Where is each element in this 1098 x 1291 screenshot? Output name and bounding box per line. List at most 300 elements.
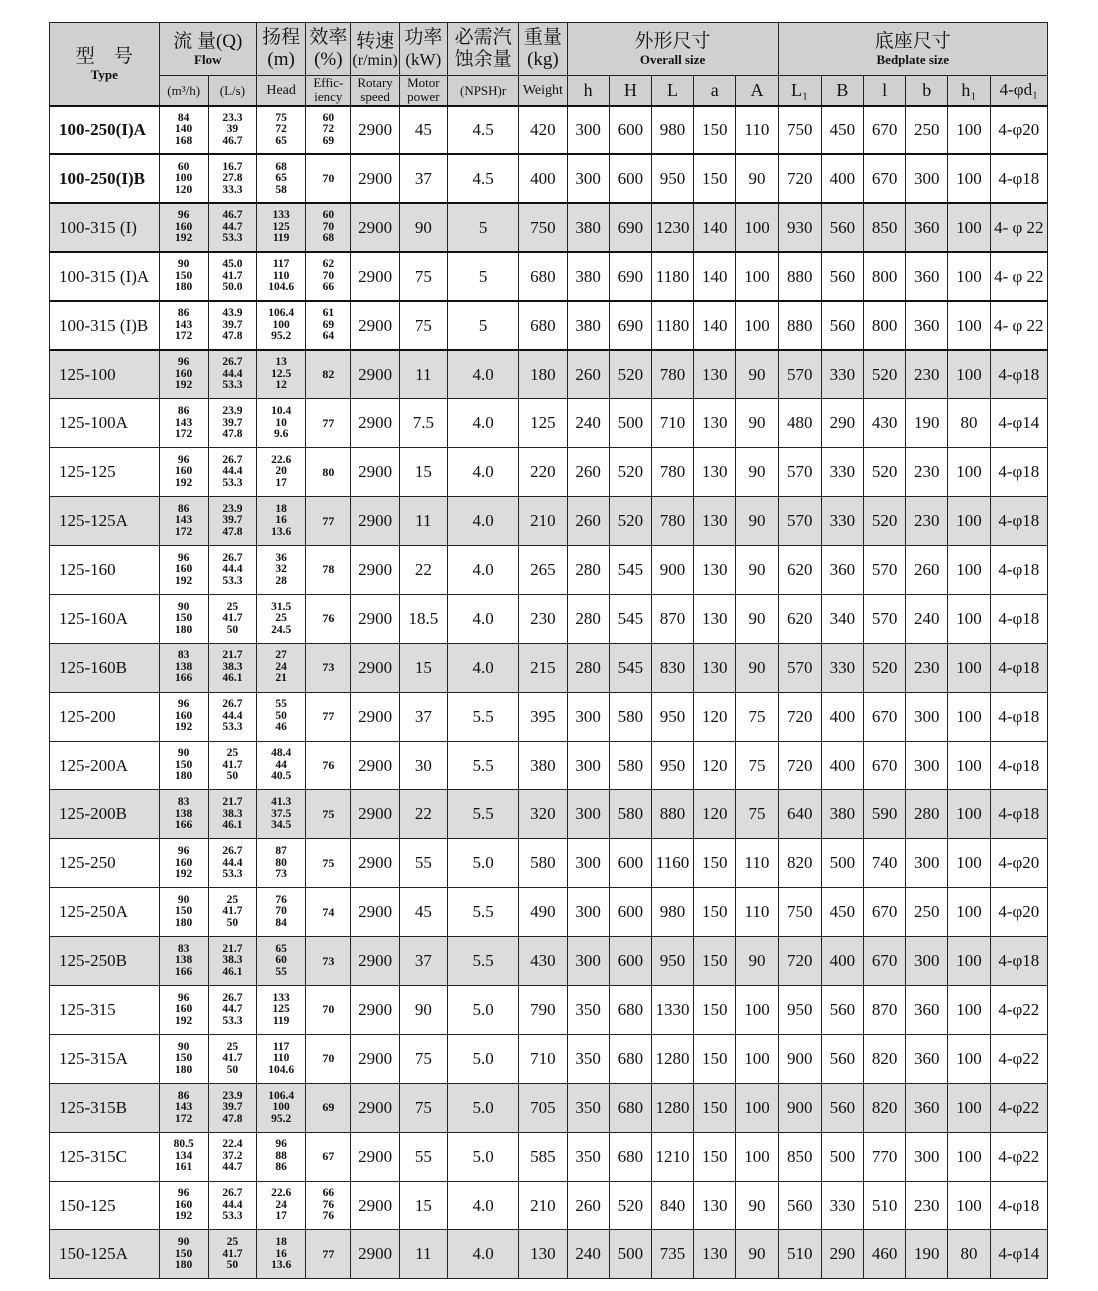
cell-overall-L: 1180: [651, 252, 693, 301]
cell-flow-m3h: [159, 790, 208, 839]
cell-efficiency: [306, 154, 351, 203]
cell-head-value: 73: [275, 868, 287, 881]
cell-overall-h: 300: [567, 839, 609, 888]
cell-efficiency: [306, 1230, 351, 1279]
cell-overall-H-upper: 600: [609, 888, 651, 937]
cell-overall-a: 140: [694, 203, 736, 252]
cell-weight: 230: [519, 594, 567, 643]
cell-flow-m3h-value: 172: [175, 525, 193, 538]
cell-flow-ls-value: 50: [226, 623, 239, 636]
cell-bed-B: 560: [821, 1034, 863, 1083]
cell-weight: 585: [519, 1132, 567, 1181]
cell-bed-d1: 4-φ18: [990, 350, 1047, 399]
cell-bed-d1: 4-φ14: [990, 1230, 1047, 1279]
cell-flow-ls: [208, 448, 256, 497]
cell-flow-m3h-value: 80.5: [173, 1138, 194, 1151]
table-row: [50, 350, 1048, 399]
cell-power: 37: [399, 692, 447, 741]
cell-overall-H-upper: 690: [609, 203, 651, 252]
cell-overall-h: 260: [567, 350, 609, 399]
cell-efficiency: [306, 643, 351, 692]
cell-flow-m3h-value: 120: [175, 183, 193, 196]
cell-bed-l: 740: [864, 839, 906, 888]
cell-bed-d1: 4- φ 22: [990, 203, 1047, 252]
cell-bed-b: 360: [906, 203, 948, 252]
cell-power: 18.5: [399, 594, 447, 643]
cell-type: 125-315A: [50, 1034, 160, 1083]
cell-flow-ls: [208, 1034, 256, 1083]
cell-overall-L: 950: [651, 154, 693, 203]
cell-bed-h1: 100: [948, 937, 990, 986]
cell-bed-b: 230: [906, 350, 948, 399]
cell-head: [257, 350, 306, 399]
cell-bed-l: 670: [864, 741, 906, 790]
cell-flow-m3h-value: 160: [175, 1198, 193, 1211]
cell-head-value: 40.5: [271, 770, 292, 783]
cell-overall-A-upper: 90: [736, 594, 778, 643]
cell-flow-ls-value: 41.7: [222, 1247, 243, 1260]
cell-head-value: 46: [275, 721, 287, 734]
cell-head-value: 117: [272, 258, 290, 271]
cell-efficiency-value: 70: [322, 1002, 335, 1017]
cell-efficiency: [306, 888, 351, 937]
cell-flow-m3h-value: 150: [175, 758, 193, 771]
cell-head-value: 34.5: [271, 819, 292, 832]
cell-overall-h: 350: [567, 1034, 609, 1083]
cell-overall-L: 710: [651, 399, 693, 448]
cell-efficiency: [306, 350, 351, 399]
cell-bed-b: 230: [906, 448, 948, 497]
cell-head-value: 10: [275, 416, 287, 429]
cell-bed-d1: 4-φ18: [990, 1181, 1047, 1230]
cell-overall-L: 1330: [651, 986, 693, 1035]
cell-head-value: 27: [275, 649, 287, 662]
cell-head-value: 36: [275, 551, 287, 564]
cell-overall-a: 140: [694, 301, 736, 350]
cell-head-value: 72: [275, 123, 287, 136]
cell-overall-h: 300: [567, 937, 609, 986]
cell-bed-b: 250: [906, 888, 948, 937]
cell-flow-ls-value: 53.3: [222, 232, 243, 245]
cell-efficiency: [306, 1083, 351, 1132]
cell-bed-b: 240: [906, 594, 948, 643]
cell-efficiency: [306, 1034, 351, 1083]
header-weight: 重量 (kg): [519, 23, 567, 76]
header-speed-en: Rotary speed: [351, 76, 399, 106]
cell-overall-A-upper: 90: [736, 1230, 778, 1279]
cell-overall-h: 380: [567, 203, 609, 252]
cell-weight: 750: [519, 203, 567, 252]
table-row: [50, 497, 1048, 546]
header-bed-l: l: [864, 76, 906, 106]
cell-speed: 2900: [351, 594, 399, 643]
cell-flow-ls-value: 50.0: [222, 281, 243, 294]
cell-overall-L: 900: [651, 546, 693, 595]
cell-efficiency-value: 61: [322, 307, 335, 320]
cell-bed-b: 230: [906, 497, 948, 546]
cell-flow-m3h-value: 83: [177, 796, 190, 809]
cell-bed-l: 520: [864, 497, 906, 546]
cell-bed-l: 590: [864, 790, 906, 839]
table-row: [50, 448, 1048, 497]
cell-npsh: 5.5: [447, 692, 518, 741]
cell-flow-m3h-value: 172: [175, 428, 193, 441]
cell-efficiency-value: 76: [322, 1198, 335, 1211]
cell-efficiency-value: 75: [322, 806, 335, 821]
cell-flow-m3h-value: 150: [175, 1247, 193, 1260]
cell-bed-B: 560: [821, 252, 863, 301]
cell-flow-ls: [208, 741, 256, 790]
cell-efficiency: [306, 594, 351, 643]
cell-flow-m3h: [159, 252, 208, 301]
cell-efficiency-value: 69: [322, 318, 335, 331]
cell-bed-L1: 570: [778, 350, 821, 399]
cell-overall-A-upper: 90: [736, 643, 778, 692]
cell-flow-ls-value: 45.0: [222, 258, 243, 271]
cell-bed-b: 300: [906, 839, 948, 888]
cell-bed-B: 450: [821, 888, 863, 937]
cell-head: [257, 252, 306, 301]
cell-head-value: 58: [275, 183, 287, 196]
cell-weight: 265: [519, 546, 567, 595]
cell-speed: 2900: [351, 546, 399, 595]
cell-bed-l: 870: [864, 986, 906, 1035]
cell-power: 45: [399, 106, 447, 155]
table-row: [50, 1132, 1048, 1181]
cell-head-value: 50: [275, 709, 287, 722]
cell-npsh: 5: [447, 301, 518, 350]
cell-bed-L1: 720: [778, 937, 821, 986]
cell-speed: 2900: [351, 1034, 399, 1083]
cell-flow-ls-value: 22.4: [222, 1138, 243, 1151]
cell-type: 125-100A: [50, 399, 160, 448]
cell-overall-a: 130: [694, 399, 736, 448]
cell-flow-m3h-value: 90: [177, 600, 190, 613]
cell-bed-l: 670: [864, 692, 906, 741]
cell-efficiency-value: 64: [322, 330, 335, 343]
cell-bed-L1: 900: [778, 1034, 821, 1083]
cell-weight: 180: [519, 350, 567, 399]
cell-flow-ls: [208, 643, 256, 692]
cell-bed-d1: 4-φ18: [990, 741, 1047, 790]
cell-flow-m3h-value: 150: [175, 905, 193, 918]
cell-type: 125-100: [50, 350, 160, 399]
cell-flow-ls: [208, 692, 256, 741]
cell-head-value: 65: [275, 172, 287, 185]
cell-bed-h1: 100: [948, 888, 990, 937]
cell-bed-l: 800: [864, 301, 906, 350]
header-bed-L1: L₁: [778, 76, 821, 106]
table-row: [50, 301, 1048, 350]
cell-weight: 490: [519, 888, 567, 937]
cell-overall-L: 950: [651, 692, 693, 741]
cell-type: 100-315 (I)B: [50, 301, 160, 350]
cell-weight: 790: [519, 986, 567, 1035]
cell-head-value: 18: [275, 502, 287, 515]
cell-flow-m3h: [159, 594, 208, 643]
cell-bed-L1: 850: [778, 1132, 821, 1181]
cell-type: 125-250: [50, 839, 160, 888]
cell-flow-ls-value: 47.8: [222, 1112, 243, 1125]
table-row: [50, 1181, 1048, 1230]
cell-head-value: 104.6: [268, 281, 295, 294]
cell-overall-A-upper: 90: [736, 350, 778, 399]
cell-flow-ls-value: 53.3: [222, 476, 243, 489]
cell-efficiency-value: 76: [322, 611, 335, 626]
cell-overall-A-upper: 100: [736, 1034, 778, 1083]
cell-head-value: 106.4: [268, 1089, 295, 1102]
cell-head: [257, 937, 306, 986]
cell-speed: 2900: [351, 692, 399, 741]
cell-bed-B: 500: [821, 839, 863, 888]
cell-speed: 2900: [351, 399, 399, 448]
cell-efficiency-value: 70: [322, 269, 335, 282]
cell-overall-A-upper: 90: [736, 399, 778, 448]
cell-npsh: 5.0: [447, 1083, 518, 1132]
cell-bed-L1: 750: [778, 888, 821, 937]
cell-flow-m3h-value: 60: [177, 160, 190, 173]
cell-npsh: 4.0: [447, 399, 518, 448]
cell-flow-ls-value: 38.3: [222, 954, 243, 967]
cell-overall-a: 150: [694, 1083, 736, 1132]
cell-flow-ls-value: 41.7: [222, 758, 243, 771]
cell-flow-ls-value: 53.3: [222, 868, 243, 881]
cell-overall-A-upper: 75: [736, 741, 778, 790]
cell-overall-L: 880: [651, 790, 693, 839]
cell-weight: 680: [519, 301, 567, 350]
cell-bed-b: 360: [906, 986, 948, 1035]
cell-flow-m3h: [159, 350, 208, 399]
cell-bed-L1: 620: [778, 594, 821, 643]
header-flow: 流 量(Q) Flow: [159, 23, 256, 76]
cell-head: [257, 203, 306, 252]
cell-bed-l: 430: [864, 399, 906, 448]
cell-flow-ls-value: 44.4: [222, 856, 243, 869]
cell-head-value: 31.5: [271, 600, 292, 613]
cell-npsh: 5.5: [447, 888, 518, 937]
cell-head-value: 95.2: [271, 330, 292, 343]
cell-flow-ls-value: 26.7: [222, 698, 243, 711]
cell-bed-h1: 100: [948, 790, 990, 839]
cell-overall-h: 300: [567, 106, 609, 155]
cell-head-value: 110: [272, 1052, 290, 1065]
cell-type: 125-160B: [50, 643, 160, 692]
cell-power: 75: [399, 1034, 447, 1083]
cell-bed-h1: 80: [948, 1230, 990, 1279]
cell-head-value: 12: [275, 379, 287, 392]
cell-flow-ls-value: 41.7: [222, 1052, 243, 1065]
cell-bed-h1: 100: [948, 1181, 990, 1230]
cell-overall-A-upper: 90: [736, 937, 778, 986]
cell-flow-m3h-value: 96: [177, 453, 190, 466]
cell-weight: 400: [519, 154, 567, 203]
cell-flow-ls-value: 44.4: [222, 709, 243, 722]
cell-flow-ls: [208, 106, 256, 155]
cell-overall-a: 130: [694, 594, 736, 643]
cell-bed-d1: 4-φ22: [990, 1132, 1047, 1181]
table-row: [50, 643, 1048, 692]
cell-bed-b: 300: [906, 741, 948, 790]
cell-bed-b: 300: [906, 1132, 948, 1181]
cell-bed-b: 190: [906, 399, 948, 448]
cell-efficiency: [306, 790, 351, 839]
cell-head-value: 117: [272, 1040, 290, 1053]
cell-npsh: 5: [447, 252, 518, 301]
header-flow-m3h: (m³/h): [159, 76, 208, 106]
cell-efficiency-value: 72: [322, 123, 335, 136]
cell-bed-d1: 4-φ14: [990, 399, 1047, 448]
cell-flow-ls-value: 46.1: [222, 965, 243, 978]
cell-efficiency-value: 77: [322, 513, 335, 528]
table-row: [50, 546, 1048, 595]
table-row: [50, 594, 1048, 643]
cell-bed-L1: 570: [778, 497, 821, 546]
cell-overall-L: 780: [651, 497, 693, 546]
cell-flow-ls: [208, 839, 256, 888]
cell-overall-a: 150: [694, 888, 736, 937]
cell-npsh: 4.0: [447, 448, 518, 497]
cell-head-value: 70: [275, 905, 287, 918]
cell-overall-a: 130: [694, 546, 736, 595]
cell-flow-m3h-value: 83: [177, 649, 190, 662]
cell-flow-ls-value: 23.9: [222, 405, 243, 418]
cell-bed-h1: 100: [948, 106, 990, 155]
cell-bed-h1: 100: [948, 546, 990, 595]
cell-bed-h1: 100: [948, 1034, 990, 1083]
cell-type: 100-315 (I): [50, 203, 160, 252]
cell-efficiency-value: 70: [322, 171, 335, 186]
cell-type: 125-200A: [50, 741, 160, 790]
cell-bed-l: 670: [864, 154, 906, 203]
table-row: [50, 1083, 1048, 1132]
cell-overall-a: 130: [694, 350, 736, 399]
cell-flow-m3h: [159, 301, 208, 350]
cell-bed-B: 330: [821, 1181, 863, 1230]
cell-flow-m3h-value: 86: [177, 307, 190, 320]
cell-weight: 210: [519, 1181, 567, 1230]
cell-head: [257, 1034, 306, 1083]
cell-flow-ls-value: 26.7: [222, 1187, 243, 1200]
cell-bed-B: 450: [821, 106, 863, 155]
cell-flow-m3h: [159, 203, 208, 252]
cell-flow-ls-value: 46.7: [222, 134, 243, 147]
cell-flow-ls: [208, 986, 256, 1035]
cell-flow-ls: [208, 1181, 256, 1230]
cell-efficiency: [306, 1132, 351, 1181]
cell-weight: 705: [519, 1083, 567, 1132]
cell-power: 37: [399, 154, 447, 203]
table-row: [50, 937, 1048, 986]
cell-flow-m3h: [159, 1230, 208, 1279]
cell-overall-h: 300: [567, 790, 609, 839]
header-overall-size: 外形尺寸 Overall size: [567, 23, 778, 76]
cell-head: [257, 399, 306, 448]
cell-npsh: 4.5: [447, 106, 518, 155]
cell-flow-m3h-value: 134: [175, 1149, 193, 1162]
cell-overall-h: 300: [567, 741, 609, 790]
header-overall-h: h: [567, 76, 609, 106]
cell-head-value: 17: [275, 1210, 287, 1223]
cell-bed-L1: 480: [778, 399, 821, 448]
cell-flow-ls-value: 43.9: [222, 307, 243, 320]
cell-head-value: 41.3: [271, 796, 292, 809]
cell-efficiency-value: 60: [322, 111, 335, 124]
cell-bed-b: 360: [906, 1034, 948, 1083]
cell-weight: 130: [519, 1230, 567, 1279]
cell-flow-ls-value: 39: [226, 123, 239, 136]
cell-weight: 580: [519, 839, 567, 888]
cell-head-value: 16: [275, 1247, 287, 1260]
cell-head: [257, 839, 306, 888]
cell-speed: 2900: [351, 790, 399, 839]
cell-flow-m3h: [159, 888, 208, 937]
cell-bed-L1: 950: [778, 986, 821, 1035]
cell-bed-B: 500: [821, 1132, 863, 1181]
cell-bed-B: 400: [821, 937, 863, 986]
cell-bed-d1: 4- φ 22: [990, 252, 1047, 301]
cell-speed: 2900: [351, 350, 399, 399]
cell-power: 55: [399, 1132, 447, 1181]
cell-flow-m3h: [159, 154, 208, 203]
cell-bed-b: 360: [906, 1083, 948, 1132]
cell-npsh: 5.5: [447, 937, 518, 986]
cell-efficiency-value: 67: [322, 1149, 335, 1164]
cell-npsh: 4.0: [447, 594, 518, 643]
cell-flow-ls: [208, 888, 256, 937]
cell-npsh: 4.0: [447, 350, 518, 399]
cell-flow-ls-value: 39.7: [222, 1101, 243, 1113]
header-bedplate-size: 底座尺寸 Bedplate size: [778, 23, 1047, 76]
cell-flow-ls-value: 23.9: [222, 1089, 243, 1102]
cell-efficiency-value: 74: [322, 904, 335, 919]
cell-flow-ls-value: 26.7: [222, 551, 243, 564]
cell-bed-d1: 4- φ 22: [990, 301, 1047, 350]
cell-efficiency-value: 80: [322, 464, 335, 479]
cell-bed-l: 800: [864, 252, 906, 301]
cell-weight: 430: [519, 937, 567, 986]
cell-flow-m3h-value: 100: [175, 172, 193, 185]
cell-overall-h: 300: [567, 888, 609, 937]
cell-type: 125-250A: [50, 888, 160, 937]
cell-bed-L1: 560: [778, 1181, 821, 1230]
cell-type: 125-200B: [50, 790, 160, 839]
cell-npsh: 4.0: [447, 546, 518, 595]
cell-flow-m3h-value: 150: [175, 1052, 193, 1065]
cell-head-value: 76: [275, 893, 287, 906]
cell-flow-m3h-value: 192: [175, 1210, 193, 1223]
cell-head-value: 22.6: [271, 453, 292, 466]
cell-flow-m3h-value: 180: [175, 1259, 193, 1272]
cell-overall-L: 735: [651, 1230, 693, 1279]
cell-overall-H-upper: 600: [609, 106, 651, 155]
cell-bed-L1: 900: [778, 1083, 821, 1132]
cell-overall-A-upper: 110: [736, 888, 778, 937]
cell-efficiency-value: 68: [322, 232, 335, 245]
cell-flow-m3h: [159, 986, 208, 1035]
table-header: [50, 23, 1048, 106]
cell-bed-B: 330: [821, 448, 863, 497]
cell-bed-l: 670: [864, 888, 906, 937]
cell-flow-m3h-value: 192: [175, 721, 193, 734]
cell-type: 100-250(I)B: [50, 154, 160, 203]
cell-overall-a: 120: [694, 790, 736, 839]
cell-flow-ls-value: 39.7: [222, 318, 243, 331]
cell-head-value: 86: [275, 1161, 287, 1174]
cell-bed-d1: 4-φ18: [990, 546, 1047, 595]
cell-flow-m3h-value: 180: [175, 770, 193, 783]
cell-overall-A-upper: 90: [736, 497, 778, 546]
cell-bed-l: 820: [864, 1034, 906, 1083]
